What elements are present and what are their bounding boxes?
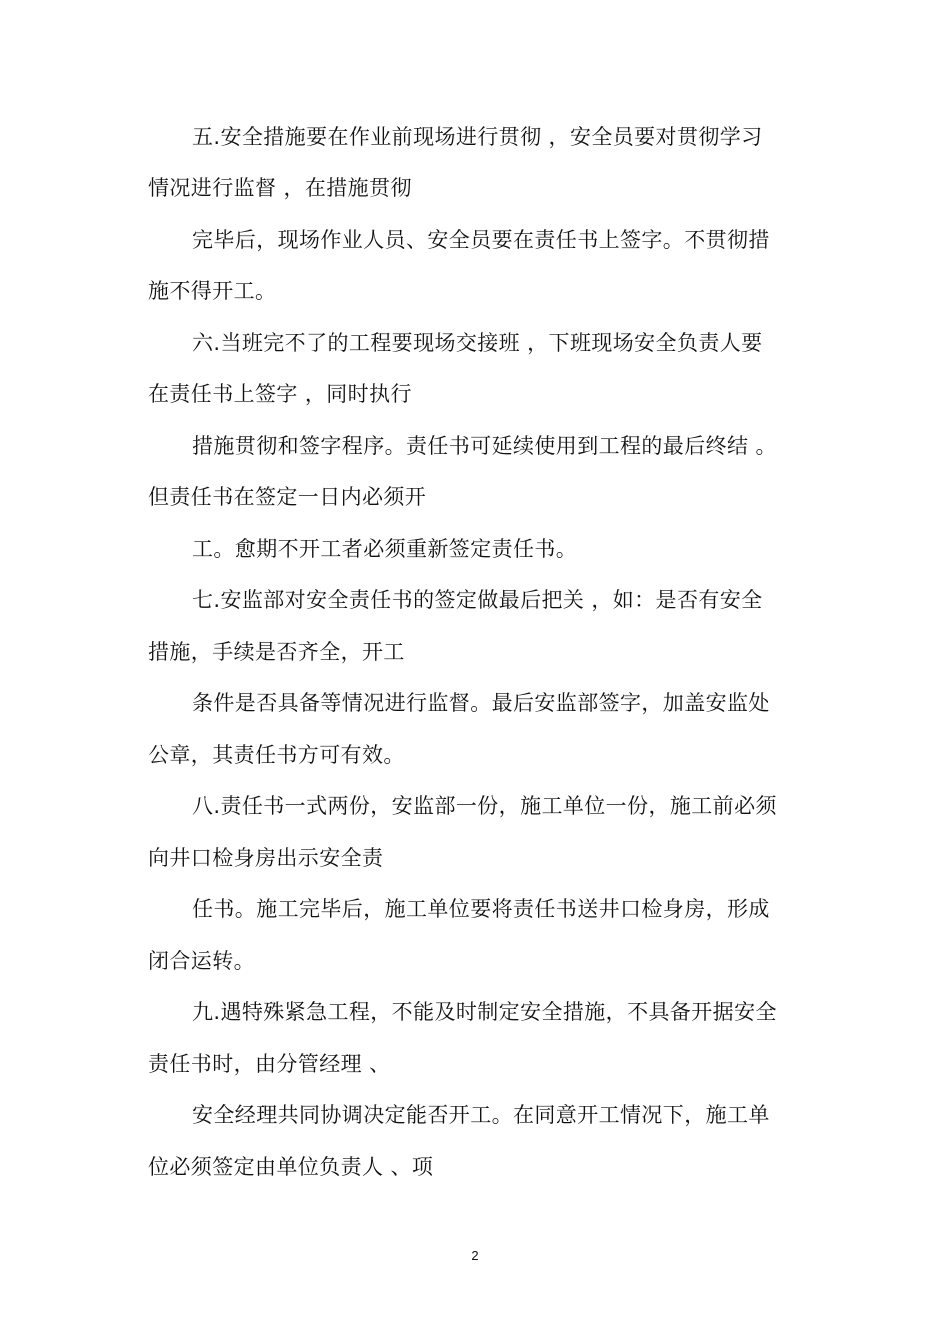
paragraph-9-line-2: 责任书时，由分管经理 、 [148,1052,391,1076]
paragraph-6-line-5: 工。愈期不开工者必须重新签定责任书。 [192,537,578,561]
paragraph-5-line-4: 施不得开工。 [148,279,277,303]
paragraph-5-line-3: 完毕后，现场作业人员、安全员要在责任书上签字。不贯彻措 [192,228,770,252]
paragraph-6-line-2: 在责任书上签字 ，同时执行 [148,382,412,406]
paragraph-5-line-1: 五.安全措施要在作业前现场进行贯彻 ，安全员要对贯彻学习 [192,125,763,149]
paragraph-7-line-1: 七.安监部对安全责任书的签定做最后把关 ，如：是否有安全 [192,588,763,612]
paragraph-5-line-2: 情况进行监督 ，在措施贯彻 [148,176,412,200]
paragraph-9-line-4: 位必须签定由单位负责人 、项 [148,1155,434,1179]
paragraph-7-line-4: 公章，其责任书方可有效。 [148,743,405,767]
paragraph-6-line-3: 措施贯彻和签字程序。责任书可延续使用到工程的最后终结 。 [192,434,777,458]
paragraph-9-line-1: 九.遇特殊紧急工程，不能及时制定安全措施，不具备开据安全 [192,1000,777,1024]
paragraph-7-line-2: 措施，手续是否齐全，开工 [148,640,405,664]
paragraph-6-line-4: 但责任书在签定一日内必须开 [148,485,427,509]
paragraph-9-line-3: 安全经理共同协调决定能否开工。在同意开工情况下，施工单 [192,1103,770,1127]
paragraph-7-line-3: 条件是否具备等情况进行监督。最后安监部签字，加盖安监处 [192,691,770,715]
paragraph-6-line-1: 六.当班完不了的工程要现场交接班 ，下班现场安全负责人要 [192,331,763,355]
paragraph-8-line-4: 闭合运转。 [148,949,255,973]
paragraph-8-line-2: 向井口检身房出示安全责 [148,846,384,870]
page-number: 2 [471,1248,479,1263]
paragraph-8-line-1: 八.责任书一式两份，安监部一份，施工单位一份，施工前必须 [192,794,777,818]
paragraph-8-line-3: 任书。施工完毕后，施工单位要将责任书送井口检身房，形成 [192,897,770,921]
